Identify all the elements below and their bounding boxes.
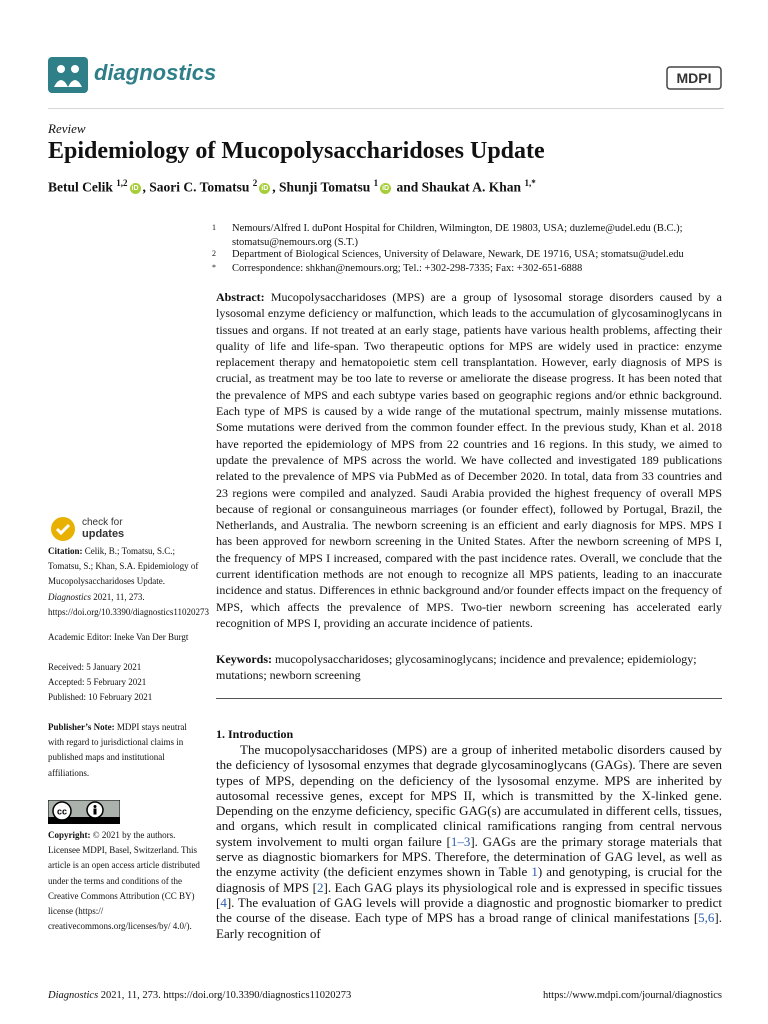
author-affiliation-number: 1,* xyxy=(524,178,536,188)
check-updates-icon xyxy=(48,514,78,544)
author-name: Saori C. Tomatsu xyxy=(149,179,253,195)
article-type: Review xyxy=(48,121,86,136)
publisher-name: MDPI xyxy=(676,70,712,86)
section-heading-introduction: 1. Introduction xyxy=(216,727,294,741)
orcid-icon[interactable]: iD xyxy=(131,184,139,192)
citation-link[interactable]: 5,6 xyxy=(698,910,715,926)
footer-citation: Diagnostics 2021, 11, 273. https://doi.org/10.3390/diagnostics11020273 xyxy=(48,990,352,1001)
copyright-block: Copyright: © 2021 by the authors. Licensee MDPI, Basel, Switzerland. This article is an open access article distributed under the terms and conditions of the Creative Commons Attribution (CC BY) license (https:// creativecommons.org/licenses/by/ 4.0/). xyxy=(48,830,200,932)
cc-by-license-icon[interactable] xyxy=(48,800,120,824)
orcid-icon[interactable]: iD xyxy=(261,184,269,192)
author-separator: and xyxy=(393,179,422,195)
citation-link[interactable]: 1–3 xyxy=(450,833,471,849)
publisher-note: Publisher’s Note: MDPI stays neutral with regard to jurisdictional claims in published maps and institutional affiliations. xyxy=(48,722,187,778)
author-separator: , xyxy=(272,179,280,195)
article-title: Epidemiology of Mucopolysaccharidoses Update xyxy=(48,138,545,164)
keywords-label: Keywords: xyxy=(216,652,272,666)
author-affiliation-number: 1 xyxy=(373,178,379,188)
journal-logo-icon xyxy=(48,57,88,93)
author-separator: , xyxy=(142,179,150,195)
citation-link[interactable]: 2 xyxy=(317,879,324,895)
dates-block: Received: 5 January 2021 Accepted: 5 February 2021 Published: 10 February 2021 xyxy=(48,662,153,703)
footer-url[interactable]: https://www.mdpi.com/journal/diagnostics xyxy=(543,990,722,1001)
keywords xyxy=(216,651,722,684)
table-link[interactable]: 1 xyxy=(531,864,538,880)
introduction-paragraph: The mucopolysaccharidoses (MPS) are a group of inherited metabolic disorders caused by the deficiency of lysosomal enzymes that degrade glycosaminoglycans (GAGs). There are seven types of MPS, depending on the deficiency of the lysosomal enzyme. MPS are inherited by autosomal recessive genes, except for MPS II, which is transmitted by the X-linked gene. Depending on the enzyme deficiency, specific GAG(s) are accumulated in different cells, tissues, and organs, which result in complicated clinical ramifications ranging from central nervous system involvement to multi organ failure [1–3]. GAGs are the primary storage materials that serve as diagnostic biomarkers for MPS. Therefore, the determination of GAG level, as well as the enzyme activity (the deficient enzymes shown in Table 1) and genotyping, is crucial for the diagnosis of MPS [2]. Each GAG plays its physiological role and is expressed in specific tissues [4]. The evaluation of GAG levels will provide a diagnostic and prognostic biomarker to predict the course of the disease. Each type of MPS has a broad range of clinical manifestations [5,6]. Early recognition of xyxy=(216,742,723,941)
mdpi-logo-icon xyxy=(666,66,722,90)
journal-name[interactable]: diagnostics xyxy=(94,60,217,85)
author-name: Shunji Tomatsu xyxy=(279,179,374,195)
header-divider xyxy=(48,108,724,109)
author-name: Shaukat A. Khan xyxy=(421,179,525,195)
citation-link[interactable]: 4 xyxy=(220,894,227,910)
section-divider xyxy=(216,698,722,699)
author-affiliation-number: 2 xyxy=(252,178,258,188)
citation-block: Citation: Celik, B.; Tomatsu, S.C.; Tomatsu, S.; Khan, S.A. Epidemiology of Mucopolysaccharidoses Update. Diagnostics 2021, 11, 273. https://doi.org/10.3390/diagnostics11020273 xyxy=(48,546,210,617)
editor-block: Academic Editor: Ineke Van Der Burgt xyxy=(48,632,189,642)
author-affiliation-number: 1,2 xyxy=(116,178,128,188)
abstract xyxy=(216,289,722,631)
abstract-label: Abstract: xyxy=(216,290,265,304)
author-list xyxy=(48,178,536,196)
keywords-text: mucopolysaccharidoses; glycosaminoglycans; incidence and prevalence; epidemiology; mutations; newborn screening xyxy=(216,652,697,683)
author-name: Betul Celik xyxy=(48,179,117,195)
svg-text:cc: cc xyxy=(56,806,68,817)
check-for-updates-badge[interactable]: check for updates xyxy=(48,514,178,544)
orcid-icon[interactable]: iD xyxy=(382,184,390,192)
abstract-text: Mucopolysaccharidoses (MPS) are a group of lysosomal storage disorders caused by a lysosomal enzyme deficiency or malfunction, which leads to the accumulation of glycosaminoglycans in tissues and organs. If not treated at an early stage, patients have various health problems, affecting their quality of life and life-span. Two therapeutic options for MPS are widely used in practice: enzyme replacement therapy and hematopoietic stem cell transplantation. However, early diagnosis of MPS is crucial, as treatment may be too late to reverse or ameliorate the disease progress. It has been noted that the prevalence of MPS and each subtype varies based on geographic regions and/or ethnic background. Each type of MPS is caused by a wide range of the mutational spectrum, mainly missense mutations. Some mutations were derived from the common founder effect. In the previous study, Khan et al. 2018 have reported the epidemiology of MPS from 22 countries and 16 regions. In this study, we aimed to update the prevalence of MPS across the world. We have collected and investigated 189 publications related to the prevalence of MPS via PubMed as of December 2020. In total, data from 33 countries and 23 regions were compiled and analyzed. Saudi Arabia provided the highest frequency of overall MPS because of regional or consanguineous marriages (or founder effect), followed by Portugal, Brazil, the Netherlands, and Australia. The newborn screening is an efficient and early diagnosis for MPS. MPS I has been approved for newborn screening in the United States. After the newborn screening of MPS I, the frequency of MPS I increased, compared with the past incidence rates. Overall, we conclude that the current identification methods are not enough to recognize all MPS patients, leading to an inaccurate incidence and status. Differences in ethnic background and/or founder effects impact on the frequency of MPS, which affects the prevalence of MPS. Two-tier newborn screening has accelerated early recognition of MPS I, providing an accurate incidence of patients. xyxy=(216,290,722,630)
